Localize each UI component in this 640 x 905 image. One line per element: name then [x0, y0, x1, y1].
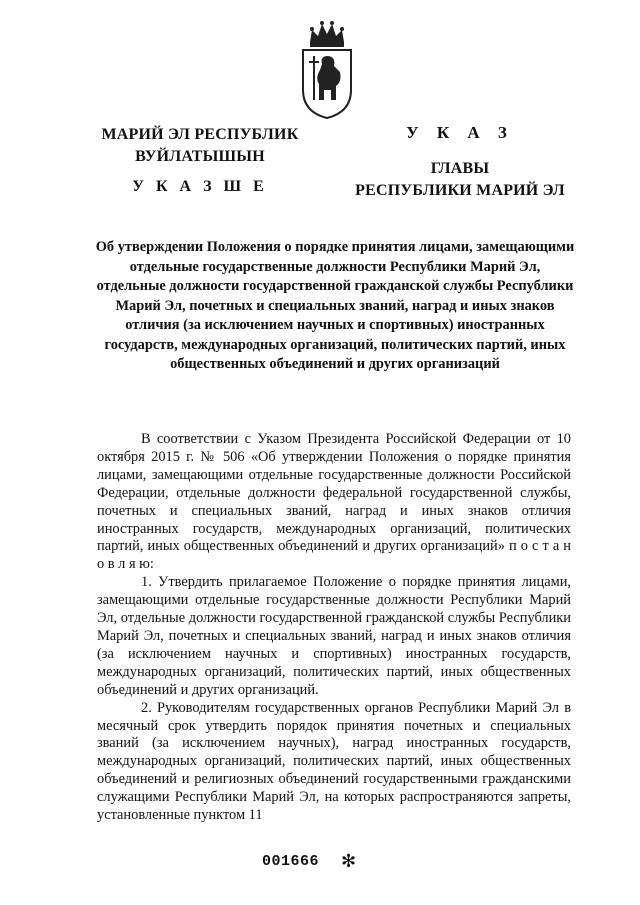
header-left-line3: У К А З Ш Е	[132, 178, 268, 195]
header-right-line1: У К А З	[406, 123, 514, 142]
header-left	[95, 124, 305, 198]
header-left-line1: МАРИЙ ЭЛ РЕСПУБЛИК	[101, 126, 299, 143]
header-right-line2: ГЛАВЫ	[430, 160, 490, 177]
body-paragraph-2: 1. Утвердить прилагаемое Положение о порядке принятия лицами, замещающими отдельные государственные должности Республики Марий Эл, отдельные должности государственной гражданской службы Республики Марий Эл, почетных и специальных званий, наград и иных знаков отличия (за исключением научных и спортивных) иностранных государств, международных организаций, политических партий, иных общественных объединений и других организаций.	[97, 574, 571, 698]
body-paragraph-3: 2. Руководителям государственных органов Республики Марий Эл в месячный срок утвердить порядок принятия почетных и специальных званий (за исключением научных), наград иностранных государств, международных организаций, политических партий, иных общественных объединений и религиозных объединений государственными гражданскими служащими Республики Марий Эл, на которых распространяются запреты, установленные пунктом 11	[97, 699, 571, 824]
serial-number: 001666	[262, 853, 320, 870]
decree-title: Об утверждении Положения о порядке принятия лицами, замещающими отдельные государственные должности Республики Марий Эл, отдельные должности государственной гражданской службы Республики Марий Эл, почетных и специальных званий, наград и иных знаков отличия (за исключением научных и спортивных) иностранных государств, международных организаций, политических партий, иных общественных объединений и других организаций	[95, 239, 575, 372]
header-right-line3: РЕСПУБЛИКИ МАРИЙ ЭЛ	[355, 182, 565, 199]
coat-of-arms-icon	[300, 20, 354, 120]
body-paragraph-1: В соответствии с Указом Президента Российской Федерации от 10 октября 2015 г. № 506 «Об утверждении Положения о порядке принятия лицами, замещающими отдельные государственные должности Российской Федерации, отдельные должности федеральной государственной службы, почетных и специальных званий, наград и иных знаков отличия иностранных государств, международных организаций, политических партий, иных общественных объединений и других организаций» п о с т а н о в л я ю:	[97, 431, 571, 573]
asterisk-mark-icon: ✻	[341, 851, 357, 872]
header-left-line2: ВУЙЛАТЫШЫН	[135, 148, 265, 165]
header-right	[345, 122, 575, 202]
decree-body	[97, 431, 571, 825]
